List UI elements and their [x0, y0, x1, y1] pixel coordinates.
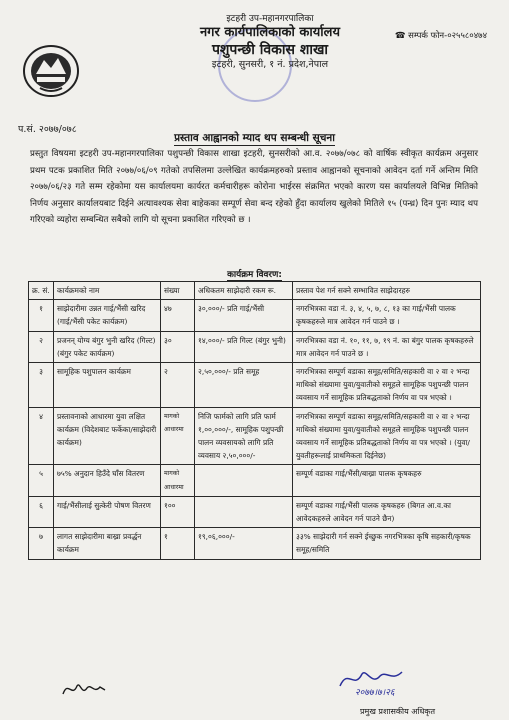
left-signature-icon	[60, 678, 108, 700]
row-quantity: ३०	[161, 331, 195, 362]
table-row	[29, 496, 481, 527]
row-quantity: १००	[161, 496, 195, 527]
municipality-name: इटहरी उप-महानगरपालिका	[226, 14, 314, 24]
row-eligible-partners: नगरभित्रका वडा नं. ३, ४, ५, ७, ८, १३ का गाई/भैंसी पालक कृषकहरुले मात्र आवेदन गर्न पाउने छ ।	[293, 300, 481, 331]
row-eligible-partners: नगरभित्रका सम्पूर्ण वडाका समूह/समिति/सहकारी वा २ वा २ भन्दा माथिको संख्यामा युवा/युवातीको समूहले सामूहिक पशुपन्छी पालन व्यवसाय गर्ने सामूहिक प्रतिबद्धताको निर्णय वा पत्र भएको ।	[293, 363, 481, 408]
table-row	[29, 465, 481, 496]
row-serial: ५	[29, 465, 54, 496]
header-eligible-partners: प्रस्ताव पेश गर्न सक्ने सम्भावित साझेदारहरु	[293, 282, 481, 300]
row-quantity: ४७	[161, 300, 195, 331]
header-program-name: कार्यक्रमको नाम	[54, 282, 161, 300]
row-quantity: मागको आधारमा	[161, 465, 195, 496]
row-program-name: ७५% अनुदान हिउँदे घाँस वितरण	[54, 465, 161, 496]
header-serial: क्र. सं.	[29, 282, 54, 300]
table-row	[29, 528, 481, 559]
row-quantity: १	[161, 528, 195, 559]
row-max-amount: निजि फार्मको लागि प्रति फार्म १,००,०००/-, सामूहिक पशुपन्छी पालन व्यवसायको लागि प्रति व्यवसाय २,५०,०००/-	[195, 407, 293, 465]
notice-title: प्रस्ताव आह्वानको म्याद थप सम्बन्धी सूचना	[174, 132, 335, 144]
contact-phone: ☎ सम्पर्क फोन-०२५५८०४७४	[394, 31, 487, 41]
nepal-emblem-icon	[22, 44, 80, 98]
row-program-name: साझेदारीमा उन्नत गाई/भैंसी खरिद (गाई/भैंसी पकेट कार्यक्रम)	[54, 300, 161, 331]
row-max-amount: २,५०,०००/- प्रति समूह	[195, 363, 293, 408]
row-serial: ७	[29, 528, 54, 559]
row-eligible-partners: ३३% साझेदारी गर्न सक्ने ईच्छुक नगरभित्रका कृषि सहकारी/कृषक समूह/समिति	[293, 528, 481, 559]
row-eligible-partners: नगरभित्रका वडा नं. १०, ११, ७, १९ नं. का बंगुर पालक कृषकहरुले मात्र आवेदन गर्न पाउने छ ।	[293, 331, 481, 362]
section-name: पशुपन्छी विकास शाखा	[211, 41, 329, 58]
table-caption: कार्यक्रम विवरण:	[227, 270, 282, 280]
table-row	[29, 363, 481, 408]
row-quantity: २	[161, 363, 195, 408]
program-table	[28, 281, 481, 560]
row-serial: ३	[29, 363, 54, 408]
row-program-name: प्रस्तावनाको आधारमा युवा लक्षित कार्यक्रम (विदेशबाट फर्केका/साझेदारी कार्यक्रम)	[54, 407, 161, 465]
header-quantity: संख्या	[161, 282, 195, 300]
table-row	[29, 300, 481, 331]
notice-body: प्रस्तुत विषयमा इटहरी उप-महानगरपालिका पशुपन्छी विकास शाखा इटहरी, सुनसरीको आ.व. २०७७/०७८ को वार्षिक स्वीकृत कार्यक्रम अनुसार प्रथम पटक प्रकाशित मिति २०७७/०६/०९ गतेको तपसिलमा उल्लेखित कार्यक्रमहरुको प्रस्ताव आह्वानको सूचनाको आवेदन दर्ता गर्ने अन्तिम मिति २०७७/०६/२३ गते सम्म रहेकोमा यस कार्यालयमा कार्यरत कर्मचारीहरू कोरोना भाईरस संक्रमित भएको कारण यस कार्यालयले विभिन्न मितिको निर्णय अनुसार कार्यालयबाट दिईने अत्यावश्यक सेवा बाहेकका सम्पूर्ण सेवा बन्द रहेको हुँदा कार्यालय खुलेको मितिले १५ (पन्ध्र) दिन पुनः म्याद थप गरिएको व्यहोरा सम्बन्धित सबैको लागि यो सूचना प्रकाशित गरिएको छ ।	[30, 149, 478, 226]
table-row	[29, 407, 481, 465]
signature-date: २०७७।७।२६	[355, 688, 395, 698]
row-program-name: प्रजनन् योग्य बंगुर भुनी खरिद (गिल्ट) (बंगुर पकेट कार्यक्रम)	[54, 331, 161, 362]
office-name: नगर कार्यपालिकाको कार्यालय	[199, 25, 341, 41]
row-serial: ४	[29, 407, 54, 465]
row-eligible-partners: सम्पूर्ण वडाका गाई/भैंसी पालक कृषकहरु (बिगत आ.व.का आवेदकहरुले आवेदन गर्न पाउने छैन)	[293, 496, 481, 527]
row-program-name: लागत साझेदारीमा बाख्रा प्रवर्द्धन कार्यक्रम	[54, 528, 161, 559]
reference-number: प.सं. २०७७/०७८	[18, 124, 77, 135]
letterhead	[150, 14, 390, 71]
row-max-amount: १९,०६,०००/-	[195, 528, 293, 559]
row-max-amount	[195, 496, 293, 527]
row-eligible-partners: सम्पूर्ण वडाका गाई/भैंसी/बाख्रा पालक कृषकहरु	[293, 465, 481, 496]
row-serial: ६	[29, 496, 54, 527]
table-row	[29, 331, 481, 362]
office-address: इटहरी, सुनसरी, १ नं. प्रदेश,नेपाल	[211, 59, 329, 70]
header-max-amount: अधिकतम साझेदारी रकम रू.	[195, 282, 293, 300]
row-serial: २	[29, 331, 54, 362]
row-program-name: सामूहिक पशुपालन कार्यक्रम	[54, 363, 161, 408]
row-eligible-partners: नगरभित्रका सम्पूर्ण वडाका समूह/समिति/सहकारी वा २ वा २ भन्दा माथिको संख्यामा युवा/युवातीको समूहले सामूहिक पशुपन्छी पालन व्यवसाय गर्ने सामूहिक प्रतिबद्धताको निर्णय वा पत्र भएको । (युवा/युवतीहरूलाई प्राथमिकता दिईनेछ)	[293, 407, 481, 465]
officer-title: प्रमुख प्रशासकीय अधिकृत	[360, 707, 436, 716]
row-program-name: गाई/भैंसीलाई सुत्केरी पोषण वितरण	[54, 496, 161, 527]
row-max-amount: ३०,०००/- प्रति गाई/भैंसी	[195, 300, 293, 331]
row-serial: १	[29, 300, 54, 331]
row-max-amount: १४,०००/- प्रति गिल्ट (बंगुर भुनी)	[195, 331, 293, 362]
row-max-amount	[195, 465, 293, 496]
table-header-row	[29, 282, 481, 300]
row-quantity: मागको आधारमा	[161, 407, 195, 465]
